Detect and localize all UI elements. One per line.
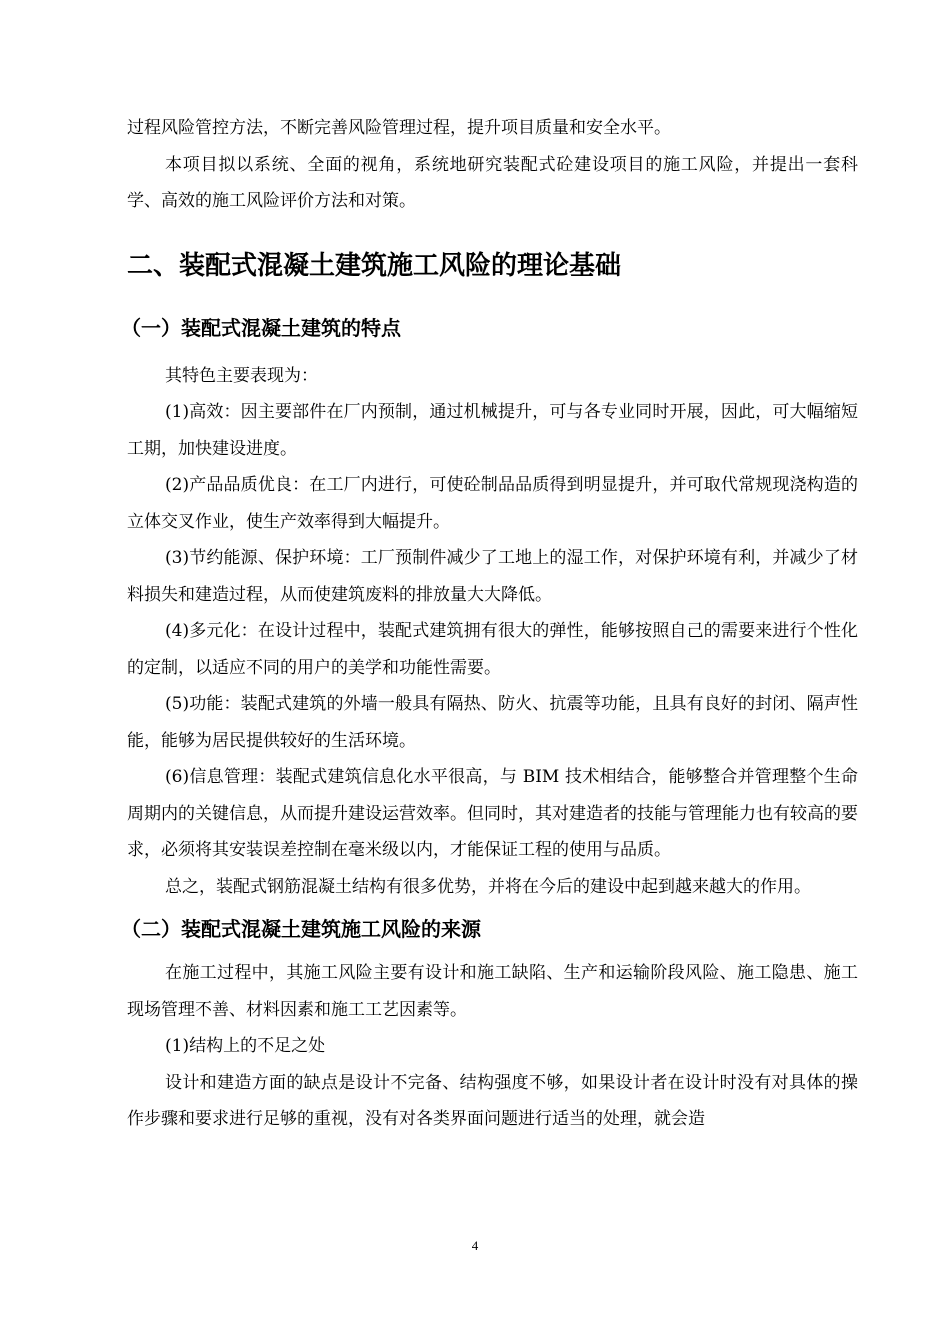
page-number: 4: [471, 1238, 479, 1253]
features-summary: 总之，装配式钢筋混凝土结构有很多优势，并将在今后的建设中起到越来越大的作用。: [165, 876, 811, 897]
feature-item-quality: (2)产品品质优良：在工厂内进行，可使砼制品品质得到明显提升，并可取代常规现浇构造的立体交叉作业，使生产效率得到大幅提升。: [127, 475, 858, 532]
risk-subheading-structure: (1)结构上的不足之处: [165, 1036, 326, 1056]
risk-sources-intro: 在施工过程中，其施工风险主要有设计和施工缺陷、生产和运输阶段风险、施工隐患、施工现场管理不善、材料因素和施工工艺因素等。: [127, 963, 858, 1020]
risk-structure-body: 设计和建造方面的缺点是设计不完备、结构强度不够，如果设计者在设计时没有对具体的操作步骤和要求进行足够的重视，没有对各类界面问题进行适当的处理，就会造: [127, 1072, 858, 1129]
feature-item-diversity: (4)多元化：在设计过程中，装配式建筑拥有很大的弹性，能够按照自己的需要来进行个性化的定制，以适应不同的用户的美学和功能性需要。: [127, 621, 858, 678]
feature-item-efficiency: (1)高效：因主要部件在厂内预制，通过机械提升，可与各专业同时开展，因此，可大幅缩短工期，加快建设进度。: [127, 402, 858, 459]
feature-item-function: (5)功能：装配式建筑的外墙一般具有隔热、防火、抗震等功能，且具有良好的封闭、隔声性能，能够为居民提供较好的生活环境。: [127, 694, 858, 751]
paragraph-continuation: 过程风险管控方法，不断完善风险管理过程，提升项目质量和安全水平。: [127, 118, 671, 138]
subsection-heading-features: （一）装配式混凝土建筑的特点: [121, 315, 401, 340]
feature-item-energy: (3)节约能源、保护环境：工厂预制件减少了工地上的湿工作，对保护环境有利，并减少了材料损失和建造过程，从而使建筑废料的排放量大大降低。: [127, 548, 858, 605]
section-heading-main: 二、装配式混凝土建筑施工风险的理论基础: [127, 250, 622, 281]
feature-item-information: (6)信息管理：装配式建筑信息化水平很高，与 BIM 技术相结合，能够整合并管理整个生命周期内的关键信息，从而提升建设运营效率。但同时，其对建造者的技能与管理能力也有较高的要求，必须将其安装误差控制在毫米级以内，才能保证工程的使用与品质。: [127, 767, 858, 860]
features-intro: 其特色主要表现为：: [165, 365, 318, 386]
paragraph-project-aim: 本项目拟以系统、全面的视角，系统地研究装配式砼建设项目的施工风险，并提出一套科学、高效的施工风险评价方法和对策。: [127, 154, 858, 211]
subsection-heading-risk-sources: （二）装配式混凝土建筑施工风险的来源: [121, 917, 481, 941]
text-column: [121, 110, 858, 1138]
